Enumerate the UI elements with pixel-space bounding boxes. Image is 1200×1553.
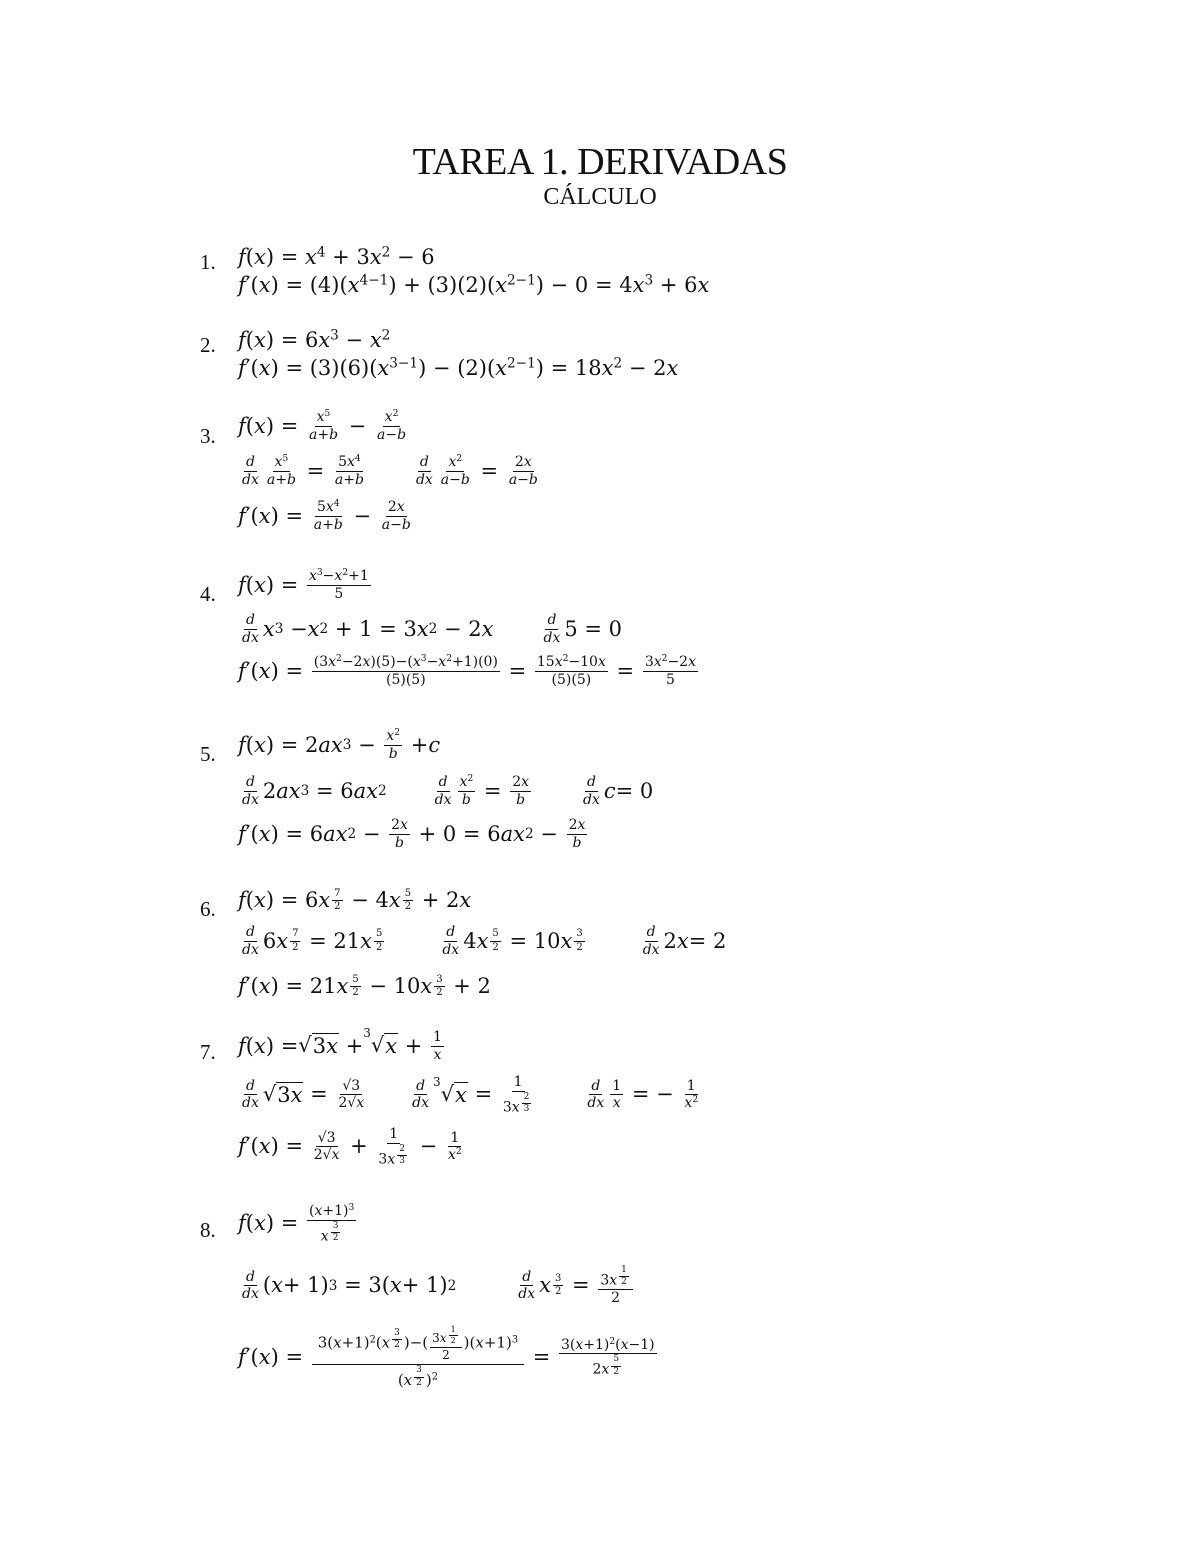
problem-6-function: f ( x ) = 6 x $\frac{7}{2}$ − 4 x $\frac{5}{2}$ + 2 x <box>238 887 472 912</box>
problem-4-derivative: f ′( x ) = $\frac{(3x^2-2x)(5)-(x^3-x^2+1)(0)}{(5)(5)}$ = $\frac{15x^2-10x}{(5)(5)}$ = $\frac{3x^2-2x}{5}$ <box>238 654 696 688</box>
problem-8-derivative-terms: $\frac{d}{dx}$ ( x + 1) 3 = 3( x + 1) 2 $\frac{d}{dx}$ x $\frac{3}{2}$ = 3x $^{\frac{1}{2}}$ 2 <box>238 1266 635 1306</box>
problem-3-derivative-terms: $\frac{d}{dx}$ $\frac{x^5}{a+b}$ = $\frac{5x^4}{a+b}$ $\frac{d}{dx}$ $\frac{x^2}{a-b}$ = $\frac{2x}{a-b}$ <box>242 454 538 488</box>
problem-7-derivative: f ′( x ) = $\frac{√3}{2√x}$ + 1 3x $^{\frac{2}{3}}$ − $\frac{1}{x^2}$ <box>238 1126 462 1168</box>
problem-5-function: f ( x ) = 2 ax 3 − $\frac{x^2}{b}$ + c <box>238 728 441 762</box>
problem-8-number: 8. <box>200 1218 216 1242</box>
problem-4-number: 4. <box>200 582 216 606</box>
problem-6-derivative-terms: $\frac{d}{dx}$ 6 x $\frac{7}{2}$ = 21 x $\frac{5}{2}$ $\frac{d}{dx}$ 4 x $\frac{5}{2}$ = 10 x $\frac{3}{2}$ $\frac{d}{dx}$ 2 x = 2 <box>242 924 727 958</box>
problem-7-function: f ( x ) = √ 3x + 3 √ x + $\frac{1}{x}$ <box>238 1026 442 1063</box>
problem-7-number: 7. <box>200 1040 216 1064</box>
problem-1-function: $f(x) = x^4 + 3x^2 - 6$ <box>238 244 435 269</box>
problem-6-derivative: f ′( x ) = 21 x $\frac{5}{2}$ − 10 x $\frac{3}{2}$ + 2 <box>238 973 491 998</box>
problem-5-derivative: f ′( x ) = 6 ax 2 − $\frac{2x}{b}$ + 0 = 6 ax 2 − $\frac{2x}{b}$ <box>238 817 586 851</box>
problem-1-number: 1. <box>200 250 216 274</box>
problem-1-derivative: $f'(x) = (4)(x^{4-1}) + (3)(2)(x^{2-1}) - 0 = 4x^3 + 6x$ <box>238 272 710 297</box>
problem-2-derivative: $f'(x) = (3)(6)(x^{3-1}) - (2)(x^{2-1}) = 18x^2 - 2x$ <box>238 355 679 380</box>
problem-8-derivative: f ′( x ) = $3(x+1)^2(x$ $^{\frac{3}{2}}$ )−( 3x $^{\frac{1}{2}}$ 2 )$(x+1)^3$ (x $^{\frac{3}{2}}$ )$^2$ = $3(x+1)^2(x-1)$ 2x $^{\frac{5}{2}}$ <box>238 1325 655 1390</box>
problem-4-derivative-terms: $\frac{d}{dx}$ x 3 − x 2 + 1 = 3 x 2 − 2 x $\frac{d}{dx}$ 5 = 0 <box>242 612 623 646</box>
problem-4-function: f ( x ) = $\frac{x^3-x^2+1}{5}$ <box>238 568 369 602</box>
problem-3-derivative: f ′( x ) = $\frac{5x^4}{a+b}$ − $\frac{2x}{a-b}$ <box>238 499 411 533</box>
page-title: TAREA 1. DERIVADAS <box>412 141 788 183</box>
problem-2-number: 2. <box>200 333 216 357</box>
problem-5-derivative-terms: $\frac{d}{dx}$ 2 ax 3 = 6 ax 2 $\frac{d}{dx}$ $\frac{x^2}{b}$ = $\frac{2x}{b}$ $\frac{d}{dx}$ c = 0 <box>242 774 654 808</box>
problem-3-number: 3. <box>200 424 216 448</box>
page-subtitle: CÁLCULO <box>543 184 657 210</box>
problem-5-number: 5. <box>200 742 216 766</box>
problem-8-function: f ( x ) = $(x+1)^3$ x $^{\frac{3}{2}}$ <box>238 1203 355 1245</box>
problem-6-number: 6. <box>200 897 216 921</box>
problem-2-function: $f(x) = 6x^3 - x^2$ <box>238 327 391 352</box>
problem-3-function: f ( x ) = $\frac{x^5}{a+b}$ − $\frac{x^2}{a-b}$ <box>238 409 407 443</box>
problem-7-derivative-terms: $\frac{d}{dx}$ √ 3x = $\frac{√3}{2√x}$ $\frac{d}{dx}$ 3 √ x = 1 3x $^{\frac{2}{3}}$ $\frac{d}{dx}$ $\frac{1}{x}$ = − $\frac{1}{x^2}$ <box>242 1074 699 1116</box>
